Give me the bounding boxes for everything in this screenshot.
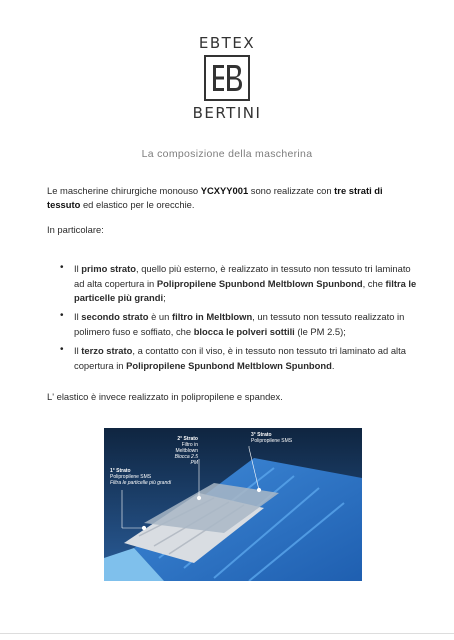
item2-bold-f: blocca le polveri sottili xyxy=(193,325,295,337)
intro-text-1: Le mascherine chirurgiche monouso xyxy=(47,185,199,196)
item2-bold-d: filtro in Meltblown xyxy=(171,311,253,322)
product-code: YCXYY001 xyxy=(200,185,249,196)
item2-text-g: (le PM 2.5); xyxy=(297,325,346,337)
item3-bold-b: terzo strato xyxy=(81,345,133,356)
item1-text-g: ; xyxy=(163,292,166,303)
layer1-line2: Filtra le particelle più grandi xyxy=(110,480,172,486)
list-item-1 xyxy=(74,262,419,306)
item2-text-c: è un xyxy=(151,311,170,322)
item1-bold-d: Polipropilene Spunbond Meltblown Spunbond xyxy=(156,277,363,289)
logo-monogram-icon xyxy=(204,55,250,101)
in-particolare-label: In particolare: xyxy=(47,224,104,235)
item2-text-a: Il xyxy=(74,311,79,322)
list-item-3 xyxy=(74,344,419,373)
footer-divider xyxy=(0,633,454,634)
mask-layers-photo xyxy=(104,428,362,581)
layer2-title: 2° Strato xyxy=(177,436,198,442)
item3-text-c: , a contatto con il viso, è in tessuto non tessuto tri laminato ad alta copertura in xyxy=(74,345,406,371)
layer2-line2: Blocca 2.5 PM xyxy=(174,454,198,466)
item1-bold-b: primo strato xyxy=(81,263,136,274)
layer3-title: 3° Strato xyxy=(251,432,272,438)
intro-text-3: ed elastico per le orecchie. xyxy=(82,199,195,210)
item2-bold-b: secondo strato xyxy=(81,311,149,322)
item1-bold-f: filtra le particelle più grandi xyxy=(74,277,417,303)
item1-text-e: , che xyxy=(362,277,383,289)
brand-logo xyxy=(0,34,454,122)
elastico-paragraph: L' elastico è invece realizzato in polipropilene e spandex. xyxy=(47,391,283,402)
layer1-line1: Polipropilene SMS xyxy=(110,474,152,480)
layer2-line1: Filtro in Meltblown xyxy=(175,442,198,454)
logo-text-top: EBTEX xyxy=(198,34,256,52)
layer3-line1: Polipropilene SMS xyxy=(251,438,293,444)
logo-text-bottom: BERTINI xyxy=(192,104,262,122)
bullet-1: • xyxy=(60,262,64,273)
intro-paragraph xyxy=(47,184,412,212)
intro-bold-2: tessuto xyxy=(47,199,81,210)
intro-text-2: sono realizzate con xyxy=(250,185,332,196)
item2-text-e: , un tessuto non tessuto realizzato in polimero fuso e soffiato, che xyxy=(74,311,405,337)
layer2-label xyxy=(170,436,198,466)
layer1-label xyxy=(110,468,171,486)
list-item-2 xyxy=(74,310,419,339)
intro-bold-1: tre strati di xyxy=(334,185,383,196)
layer1-title: 1° Strato xyxy=(110,468,131,474)
section-title: La composizione della mascherina xyxy=(141,148,313,160)
item1-text-a: Il xyxy=(74,263,79,274)
item1-text-c: , quello più esterno, è realizzato in tessuto non tessuto tri laminato ad alta copertura in xyxy=(74,263,411,289)
item3-text-a: Il xyxy=(74,345,79,356)
item3-bold-d: Polipropilene Spunbond Meltblown Spunbond xyxy=(126,359,332,371)
item3-text-e: . xyxy=(331,359,335,371)
layer3-label xyxy=(251,432,292,444)
bullet-2: • xyxy=(60,310,64,321)
bullet-3: • xyxy=(60,344,64,355)
